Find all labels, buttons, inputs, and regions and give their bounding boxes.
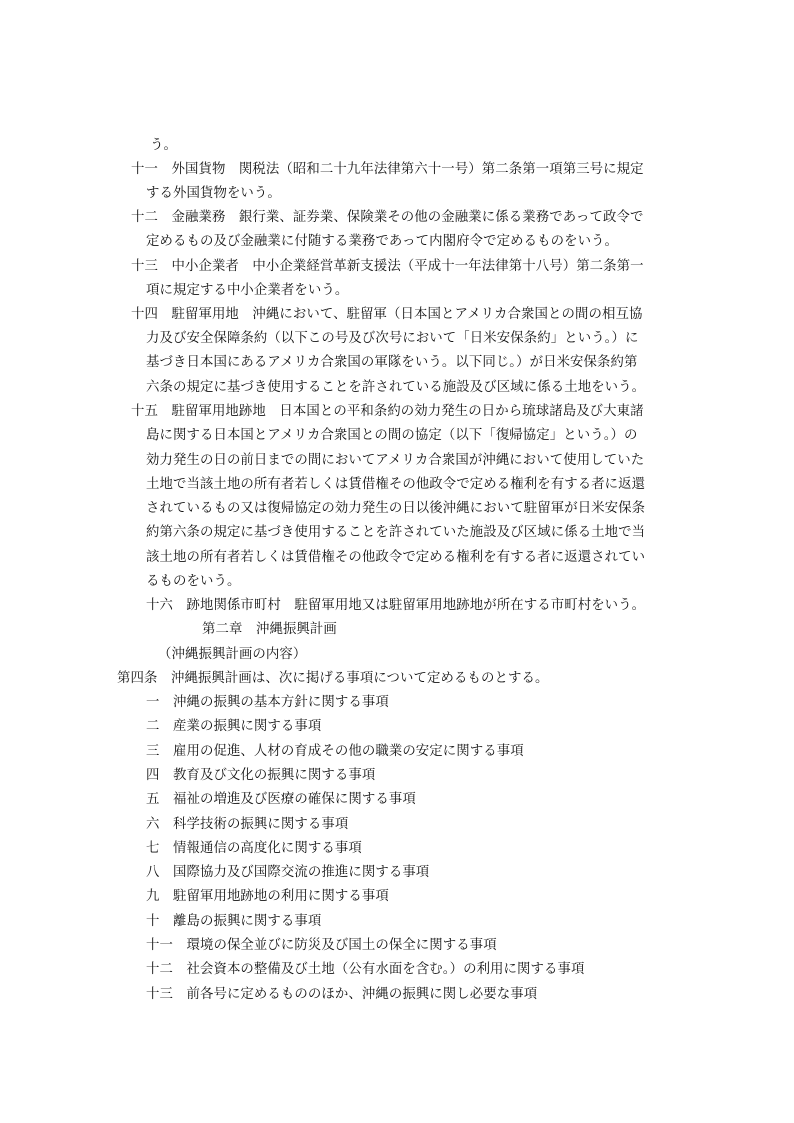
- text-line: 該土地の所有者若しくは賃借権その他政令で定める権利を有する者に返還されてい: [146, 550, 646, 565]
- list-item: 五 福祉の増進及び医療の確保に関する事項: [146, 792, 416, 807]
- text-line: 島に関する日本国とアメリカ合衆国との間の協定（以下「復帰協定」という。）の: [146, 428, 638, 443]
- text-line: う。: [150, 138, 177, 153]
- text-line: 項に規定する中小企業者をいう。: [146, 283, 349, 298]
- text-line: 基づき日本国にあるアメリカ合衆国の軍隊をいう。以下同じ。）が日米安保条約第: [146, 355, 638, 370]
- list-item: 四 教育及び文化の振興に関する事項: [146, 768, 376, 783]
- item-16-line: 十六 跡地関係市町村 駐留軍用地又は駐留軍用地跡地が所在する市町村をいう。: [146, 598, 646, 613]
- text-line: るものをいう。: [146, 574, 241, 589]
- item-11-line: 十一 外国貨物 関税法（昭和二十九年法律第六十一号）第二条第一項第三号に規定: [131, 162, 644, 177]
- text-line: 約第六条の規定に基づき使用することを許されていた施設及び区域に係る土地で当: [146, 525, 646, 540]
- item-14-line: 十四 駐留軍用地 沖縄において、駐留軍（日本国とアメリカ合衆国との間の相互協: [131, 307, 643, 322]
- list-item: 十三 前各号に定めるもののほか、沖縄の振興に関し必要な事項: [146, 987, 538, 1002]
- list-item: 十二 社会資本の整備及び土地（公有水面を含む。）の利用に関する事項: [146, 962, 585, 977]
- text-line: 力及び安全保障条約（以下この号及び次号において「日米安保条約」という。）に: [146, 331, 639, 346]
- list-item: 八 国際協力及び国際交流の推進に関する事項: [146, 865, 430, 880]
- text-line: 効力発生の日の前日までの間においてアメリカ合衆国が沖縄において使用していた: [146, 453, 645, 468]
- list-item: 九 駐留軍用地跡地の利用に関する事項: [146, 889, 389, 904]
- list-item: 六 科学技術の振興に関する事項: [146, 817, 349, 832]
- chapter-heading: 第二章 沖縄振興計画: [202, 622, 337, 637]
- list-item: 一 沖縄の振興の基本方針に関する事項: [146, 695, 389, 710]
- item-12-line: 十二 金融業務 銀行業、証券業、保険業その他の金融業に係る業務であって政令で: [131, 210, 644, 225]
- text-line: 六条の規定に基づき使用することを許されている施設及び区域に係る土地をいう。: [146, 380, 646, 395]
- text-line: されているもの又は復帰協定の効力発生の日以後沖縄において駐留軍が日米安保条: [146, 501, 646, 516]
- list-item: 三 雇用の促進、人材の育成その他の職業の安定に関する事項: [146, 744, 524, 759]
- list-item: 二 産業の振興に関する事項: [146, 719, 322, 734]
- item-13-line: 十三 中小企業者 中小企業経営革新支援法（平成十一年法律第十八号）第二条第一: [131, 259, 644, 274]
- article-caption: （沖縄振興計画の内容）: [158, 647, 307, 662]
- list-item: 十 離島の振興に関する事項: [146, 914, 322, 929]
- text-line: 定めるもの及び金融業に付随する業務であって内閣府令で定めるものをいう。: [146, 234, 619, 249]
- list-item: 十一 環境の保全並びに防災及び国土の保全に関する事項: [146, 938, 497, 953]
- text-line: する外国貨物をいう。: [146, 186, 281, 201]
- text-line: 土地で当該土地の所有者若しくは賃借権その他政令で定める権利を有する者に返還: [146, 477, 646, 492]
- item-15-line: 十五 駐留軍用地跡地 日本国との平和条約の効力発生の日から琉球諸島及び大東諸: [131, 404, 644, 419]
- article-4-heading: 第四条 沖縄振興計画は、次に掲げる事項について定めるものとする。: [117, 671, 549, 686]
- list-item: 七 情報通信の高度化に関する事項: [146, 841, 362, 856]
